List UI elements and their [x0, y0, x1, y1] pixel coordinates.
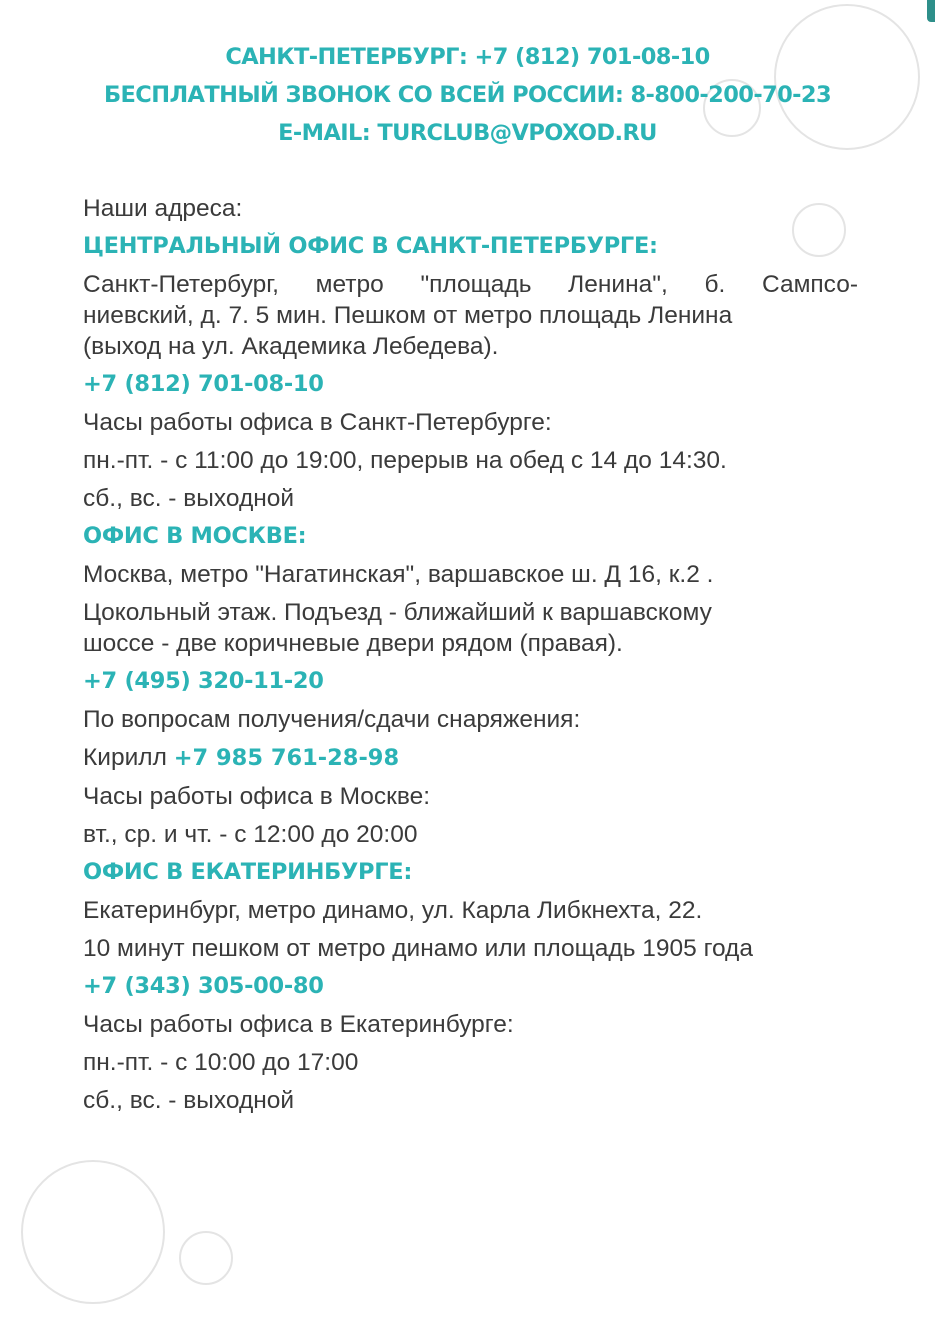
msk-hours: вт., ср. и чт. - с 12:00 до 20:00 — [83, 821, 418, 848]
header-spb-phone: САНКТ-ПЕТЕРБУРГ: +7 (812) 701-08-10 — [225, 44, 710, 70]
msk-equipment-text: По вопросам получения/сдачи снаряжения: — [83, 706, 581, 733]
ekb-phone[interactable]: +7 (343) 305-00-80 — [83, 973, 324, 999]
msk-address-line-2: Цокольный этаж. Подъезд - ближайший к варшавскому — [83, 599, 712, 626]
ekb-hours-weekend: сб., вс. - выходной — [83, 1087, 295, 1114]
spb-hours-weekdays: пн.-пт. - с 11:00 до 19:00, перерыв на обед с 14 до 14:30. — [83, 447, 727, 474]
msk-address-line-3: шоссе - две коричневые двери рядом (правая). — [83, 630, 623, 657]
intro-text: Наши адреса: — [83, 195, 243, 222]
spb-phone[interactable]: +7 (812) 701-08-10 — [83, 371, 324, 397]
ekb-address-line-1: Екатеринбург, метро динамо, ул. Карла Либкнехта, 22. — [83, 897, 703, 924]
header-email: E-MAIL: TURCLUB@VPOXOD.RU — [278, 120, 657, 146]
contact-header — [0, 38, 935, 152]
msk-address-line-1: Москва, метро "Нагатинская", варшавское ш. Д 16, к.2 . — [83, 561, 714, 588]
spb-hours-weekend: сб., вс. - выходной — [83, 485, 295, 512]
msk-office-title: ОФИС В МОСКВЕ: — [83, 523, 307, 549]
ekb-hours-title: Часы работы офиса в Екатеринбурге: — [83, 1011, 514, 1038]
ekb-office-title: ОФИС В ЕКАТЕРИНБУРГЕ: — [83, 859, 413, 885]
msk-contact-name: Кирилл — [83, 744, 167, 771]
ekb-address-line-2: 10 минут пешком от метро динамо или площадь 1905 года — [83, 935, 753, 962]
decor-circle-bottom-left-large — [21, 1160, 165, 1304]
corner-accent-mark — [927, 0, 935, 22]
spb-address-line-3: (выход на ул. Академика Лебедева). — [83, 333, 499, 360]
header-free-call: БЕСПЛАТНЫЙ ЗВОНОК СО ВСЕЙ РОССИИ: 8-800-200-70-23 — [103, 82, 832, 108]
ekb-hours-weekdays: пн.-пт. - с 10:00 до 17:00 — [83, 1049, 359, 1076]
msk-hours-title: Часы работы офиса в Москве: — [83, 783, 431, 810]
spb-office-title: ЦЕНТРАЛЬНЫЙ ОФИС В САНКТ-ПЕТЕРБУРГЕ: — [83, 233, 658, 259]
spb-address-line-2: ниевский, д. 7. 5 мин. Пешком от метро площадь Ленина — [83, 302, 733, 329]
spb-address-line-1: Санкт-Петербург, метро "площадь Ленина", б. Сампсо- — [83, 271, 858, 298]
msk-contact — [83, 742, 858, 774]
addresses-section — [83, 193, 858, 1116]
decor-circle-bottom-left-small — [179, 1231, 233, 1285]
msk-phone[interactable]: +7 (495) 320-11-20 — [83, 668, 324, 694]
spb-hours-title: Часы работы офиса в Санкт-Петербурге: — [83, 409, 552, 436]
msk-contact-phone[interactable]: +7 985 761-28-98 — [173, 745, 400, 771]
